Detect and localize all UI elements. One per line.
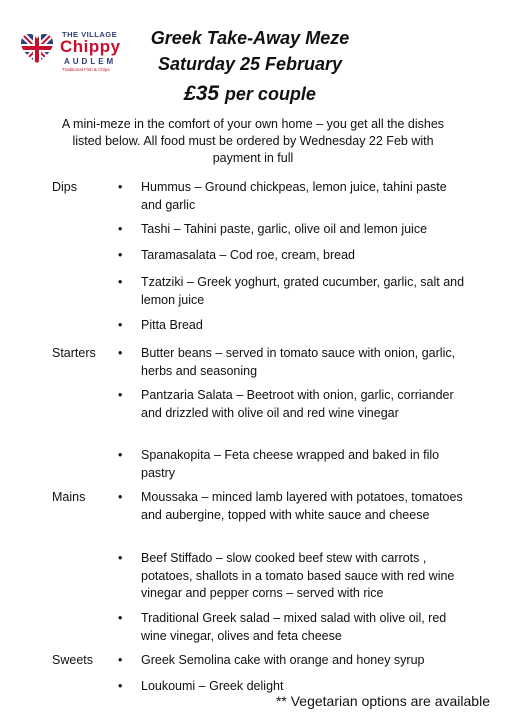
- event-date: Saturday 25 February: [157, 54, 343, 74]
- menu-item: [118, 317, 470, 335]
- menu-item-text: Loukoumi – Greek delight: [141, 679, 284, 693]
- menu-item: [118, 274, 470, 309]
- bullet: •: [118, 248, 123, 262]
- menu-item: [118, 652, 470, 670]
- vegetarian-note: ** Vegetarian options are available: [275, 693, 490, 709]
- bullet: •: [118, 611, 123, 625]
- bullet: •: [118, 551, 123, 565]
- page-title: Greek Take-Away Meze: [150, 28, 350, 48]
- menu-item-text: Beef Stiffado – slow cooked beef stew with carrots , potatoes, shallots in a tomato based sauce with red wine vinegar and pepper corns – served with rice: [141, 551, 455, 600]
- price-unit: per couple: [224, 84, 316, 104]
- bullet: •: [118, 222, 123, 236]
- menu-item: [118, 610, 470, 645]
- menu-item-text: Spanakopita – Feta cheese wrapped and baked in filo pastry: [141, 448, 440, 480]
- bullet: •: [118, 679, 123, 693]
- menu-item-text: Traditional Greek salad – mixed salad with olive oil, red wine vinegar, olives and feta cheese: [141, 611, 447, 643]
- bullet: •: [118, 490, 123, 504]
- bullet: •: [118, 275, 123, 289]
- menu-item: [118, 447, 470, 482]
- price-amount: £35: [184, 82, 220, 105]
- menu-item-text: Butter beans – served in tomato sauce with onion, garlic, herbs and seasoning: [141, 346, 456, 378]
- section-label-mains: Mains: [52, 490, 86, 504]
- bullet: •: [118, 653, 123, 667]
- menu-item: [118, 387, 470, 422]
- menu-item-text: Tashi – Tahini paste, garlic, olive oil and lemon juice: [141, 222, 428, 236]
- logo-text-village: THE VILLAGE: [62, 30, 118, 39]
- menu-item: [118, 247, 470, 265]
- bullet: •: [118, 180, 123, 194]
- logo-text-chippy: Chippy: [60, 37, 121, 56]
- bullet: •: [118, 318, 123, 332]
- intro-line: payment in full: [212, 151, 294, 165]
- menu-item: [118, 179, 470, 214]
- menu-item-text: Tzatziki – Greek yoghurt, grated cucumber, garlic, salt and lemon juice: [141, 275, 465, 307]
- section-label-sweets: Sweets: [52, 653, 93, 667]
- menu-item-text: Taramasalata – Cod roe, cream, bread: [141, 248, 355, 262]
- bullet: •: [118, 448, 123, 462]
- logo-tagline: Traditional Fish & Chips: [62, 67, 110, 72]
- bullet: •: [118, 388, 123, 402]
- menu-item: [118, 345, 470, 380]
- menu-item: [118, 550, 470, 603]
- section-label-starters: Starters: [52, 346, 96, 360]
- menu-item-text: Greek Semolina cake with orange and honey syrup: [141, 653, 425, 667]
- intro-line: listed below. All food must be ordered by Wednesday 22 Feb with: [72, 134, 434, 148]
- menu-item-text: Pantzaria Salata – Beetroot with onion, garlic, corriander and drizzled with olive oil and red wine vinegar: [141, 388, 454, 420]
- menu-item-text: Pitta Bread: [141, 318, 203, 332]
- bullet: •: [118, 346, 123, 360]
- intro-line: A mini-meze in the comfort of your own home – you get all the dishes: [61, 117, 445, 131]
- menu-item: [118, 221, 470, 239]
- menu-item-text: Hummus – Ground chickpeas, lemon juice, tahini paste and garlic: [141, 180, 447, 212]
- menu-item: [118, 489, 470, 524]
- section-label-dips: Dips: [52, 180, 78, 194]
- menu-item-text: Moussaka – minced lamb layered with potatoes, tomatoes and aubergine, topped with white sauce and cheese: [141, 490, 463, 522]
- logo-text-audlem: AUDLEM: [64, 57, 117, 66]
